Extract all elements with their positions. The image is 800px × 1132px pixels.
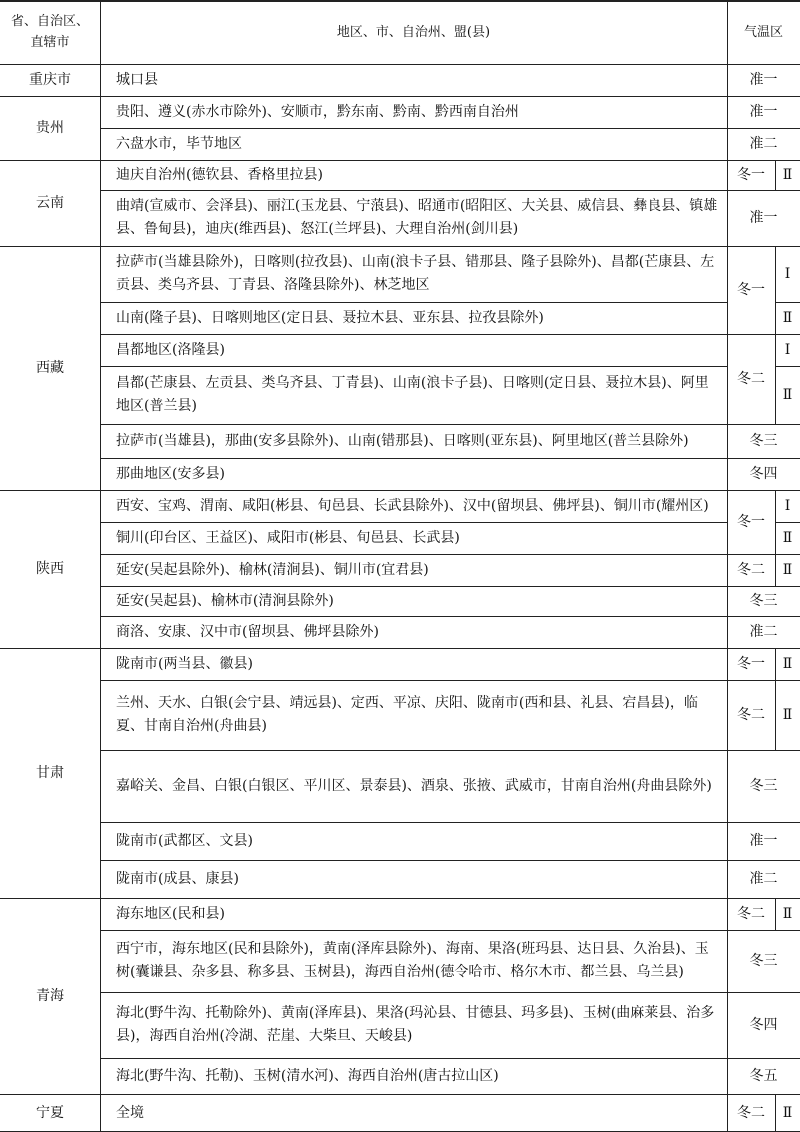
- sub-level-r26: Ⅱ: [782, 1104, 793, 1121]
- province-guizhou: 贵州: [36, 119, 64, 136]
- zone-cell-r04: 冬一: [737, 166, 765, 183]
- province-qinghai: 青海: [36, 987, 64, 1004]
- rule: [775, 648, 776, 750]
- zone-cell-r05: 准一: [749, 209, 778, 226]
- zone-cell-r14: 冬二: [737, 561, 765, 578]
- zone-cell-r19: 冬三: [749, 777, 778, 794]
- region-cell-r04: 迪庆自治州(德钦县、香格里拉县): [116, 166, 323, 183]
- zone-cell-xizang-a: 冬一: [737, 281, 765, 298]
- zone-cell-r23: 冬三: [749, 952, 778, 969]
- rule: [100, 128, 800, 129]
- rule: [775, 246, 776, 424]
- zone-cell-r21: 准二: [749, 870, 778, 887]
- sub-level-r08: Ⅰ: [784, 341, 791, 358]
- zone-cell-r25: 冬五: [749, 1067, 778, 1084]
- region-cell-r17: 陇南市(两当县、徽县): [116, 655, 253, 672]
- rule: [100, 750, 800, 751]
- region-cell-r01: 城口县: [116, 71, 158, 88]
- rule: [0, 898, 800, 899]
- zone-cell-r11: 冬四: [749, 465, 778, 482]
- region-cell-r20: 陇南市(武都区、文县): [116, 832, 253, 849]
- zone-cell-r02: 准一: [749, 103, 778, 120]
- zone-cell-r16: 准二: [749, 623, 778, 640]
- province-xizang: 西藏: [36, 359, 64, 376]
- zone-cell-r03: 准二: [749, 135, 778, 152]
- sub-level-r07: Ⅱ: [782, 309, 793, 326]
- rule: [100, 0, 101, 1132]
- sub-level-r12: Ⅰ: [784, 497, 791, 514]
- region-cell-r05: 曲靖(宣威市、会泽县)、丽江(玉龙县、宁蒗县)、昭通市(昭阳区、大关县、威信县、彝良县、镇雄县、鲁甸县)，迪庆(维西县)、怒江(兰坪县)、大理自治州(剑川县): [116, 198, 718, 237]
- rule: [100, 992, 800, 993]
- sub-level-r14: Ⅱ: [782, 561, 793, 578]
- province-chongqing: 重庆市: [29, 71, 71, 88]
- rule: [0, 160, 800, 161]
- rule: [775, 366, 800, 367]
- sub-level-r17: Ⅱ: [782, 655, 793, 672]
- rule: [100, 522, 727, 523]
- zone-cell-shaanxi-a: 冬一: [737, 513, 765, 530]
- sub-level-r04: Ⅱ: [782, 166, 793, 183]
- region-cell-r14: 延安(吴起县除外)、榆林(清涧县)、铜川市(宜君县): [116, 561, 429, 578]
- rule: [775, 490, 776, 586]
- rule: [775, 160, 776, 190]
- rule: [0, 96, 800, 97]
- rule: [100, 458, 800, 459]
- rule: [775, 522, 800, 523]
- header-region: 地区、市、自治州、盟(县): [336, 24, 491, 40]
- zone-cell-xizang-b: 冬二: [737, 370, 765, 387]
- rule: [0, 64, 800, 65]
- zone-cell-r17: 冬一: [737, 655, 765, 672]
- rule: [775, 302, 800, 303]
- region-cell-r16: 商洛、安康、汉中市(留坝县、佛坪县除外): [116, 623, 379, 640]
- rule: [100, 586, 800, 587]
- zone-cell-r10: 冬三: [749, 432, 778, 449]
- rule: [100, 366, 727, 367]
- rule: [775, 898, 776, 930]
- header-province: 省、自治区、 直辖市: [10, 14, 89, 50]
- rule: [100, 302, 727, 303]
- rule: [100, 190, 800, 191]
- zone-cell-r22: 冬二: [737, 905, 765, 922]
- region-cell-r15: 延安(吴起县)、榆林市(清涧县除外): [116, 592, 334, 609]
- zone-cell-r20: 准一: [749, 832, 778, 849]
- region-cell-r07: 山南(隆子县)、日喀则地区(定日县、聂拉木县、亚东县、拉孜县除外): [116, 309, 544, 326]
- province-gansu: 甘肃: [36, 764, 64, 781]
- sub-level-r22: Ⅱ: [782, 905, 793, 922]
- region-cell-r26: 全境: [116, 1104, 144, 1121]
- rule: [100, 334, 800, 335]
- rule: [100, 822, 800, 823]
- rule: [727, 0, 728, 1132]
- sub-level-r13: Ⅱ: [782, 529, 793, 546]
- zone-cell-r24: 冬四: [749, 1016, 778, 1033]
- rule: [100, 554, 800, 555]
- region-cell-r19: 嘉峪关、金昌、白银(白银区、平川区、景泰县)、酒泉、张掖、武威市，甘南自治州(舟曲县除外): [116, 777, 712, 794]
- province-ningxia: 宁夏: [36, 1104, 64, 1121]
- region-cell-r13: 铜川(印台区、王益区)、咸阳市(彬县、旬邑县、长武县): [116, 529, 460, 546]
- rule: [0, 490, 800, 491]
- region-cell-r12: 西安、宝鸡、渭南、咸阳(彬县、旬邑县、长武县除外)、汉中(留坝县、佛坪县)、铜川市(耀州区): [116, 497, 709, 514]
- rule: [100, 860, 800, 861]
- province-shaanxi: 陕西: [36, 560, 64, 577]
- region-cell-r11: 那曲地区(安多县): [116, 465, 225, 482]
- region-cell-r21: 陇南市(成县、康县): [116, 870, 239, 887]
- rule: [775, 1094, 776, 1132]
- rule: [100, 930, 800, 931]
- zone-cell-r18: 冬二: [737, 706, 765, 723]
- region-cell-r02: 贵阳、遵义(赤水市除外)、安顺市，黔东南、黔南、黔西南自治州: [116, 103, 519, 120]
- region-cell-r10: 拉萨市(当雄县)，那曲(安多县除外)、山南(错那县)、日喀则(亚东县)、阿里地区(普兰县除外): [116, 432, 689, 449]
- rule: [100, 680, 800, 681]
- rule: [100, 1058, 800, 1059]
- region-cell-r06: 拉萨市(当雄县除外)，日喀则(拉孜县)、山南(浪卡子县、错那县、隆子县除外)、昌都(芒康县、左贡县、类乌齐县、丁青县、洛隆县除外)、林芝地区: [116, 254, 715, 293]
- sub-level-r09: Ⅱ: [782, 386, 793, 403]
- province-yunnan: 云南: [36, 194, 64, 211]
- region-cell-r22: 海东地区(民和县): [116, 905, 225, 922]
- region-cell-r25: 海北(野牛沟、托勒)、玉树(清水河)、海西自治州(唐古拉山区): [116, 1067, 499, 1084]
- zone-cell-r15: 冬三: [749, 592, 778, 609]
- sub-level-r06: Ⅰ: [784, 265, 791, 282]
- region-cell-r18: 兰州、天水、白银(会宁县、靖远县)、定西、平凉、庆阳、陇南市(西和县、礼县、宕昌县)，临夏、甘南自治州(舟曲县): [116, 695, 698, 734]
- zone-cell-r26: 冬二: [737, 1104, 765, 1121]
- rule: [0, 246, 800, 247]
- rule: [0, 648, 800, 649]
- rule: [100, 616, 800, 617]
- region-cell-r03: 六盘水市，毕节地区: [116, 135, 242, 152]
- region-cell-r23: 西宁市，海东地区(民和县除外)，黄南(泽库县除外)、海南、果洛(班玛县、达日县、久治县)、玉树(囊谦县、杂多县、称多县、玉树县)，海西自治州(德令哈市、格尔木市、都兰县、乌兰县): [116, 941, 709, 980]
- header-zone: 气温区: [743, 24, 783, 40]
- rule-top: [0, 0, 800, 2]
- region-cell-r09: 昌都(芒康县、左贡县、类乌齐县、丁青县)、山南(浪卡子县)、日喀则(定日县、聂拉木县)、阿里地区(普兰县): [116, 375, 709, 414]
- region-cell-r24: 海北(野牛沟、托勒除外)、黄南(泽库县)、果洛(玛沁县、甘德县、玛多县)、玉树(曲麻莱县、治多县)，海西自治州(冷湖、茫崖、大柴旦、天峻县): [116, 1005, 715, 1044]
- zone-cell-r01: 准一: [749, 71, 778, 88]
- rule: [0, 1094, 800, 1095]
- rule: [100, 424, 800, 425]
- sub-level-r18: Ⅱ: [782, 706, 793, 723]
- region-cell-r08: 昌都地区(洛隆县): [116, 341, 225, 358]
